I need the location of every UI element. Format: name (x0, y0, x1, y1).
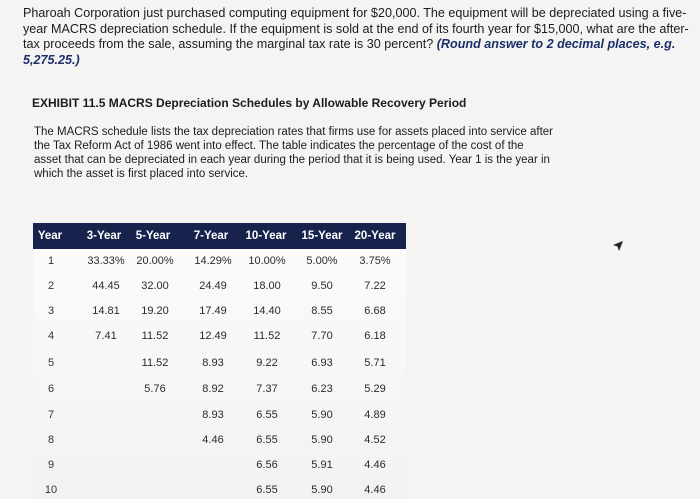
cell-20-year-row-4: 6.18 (364, 330, 386, 342)
cell-15-year-row-10: 5.90 (311, 484, 333, 496)
exhibit-description: The MACRS schedule lists the tax depreciation rates that firms use for assets placed into service after the Tax Reform Act of 1986 went into effect. The table indicates the percentage of the cost of the asset that can be depreciated in each year during the period that it is being used. Year 1 is the year in which the asset is first placed into service. (34, 126, 554, 180)
question-text (23, 6, 695, 68)
cell-15-year-row-5: 6.93 (311, 357, 333, 369)
cell-10-year-row-8: 6.55 (256, 434, 278, 446)
cell-20-year-row-8: 4.52 (364, 434, 386, 446)
cell-3-year-row-2: 44.45 (92, 280, 120, 292)
cell-15-year-row-8: 5.90 (311, 434, 333, 446)
header-20-year: 20-Year (354, 230, 396, 242)
header-15-year: 15-Year (301, 230, 343, 242)
cell-15-year-row-9: 5.91 (311, 459, 333, 471)
cursor-arrow-icon (611, 239, 625, 253)
macrs-table (33, 223, 406, 497)
cell-3-year-row-4: 7.41 (95, 330, 117, 342)
header-7-year: 7-Year (193, 230, 229, 242)
cell-20-year-row-1: 3.75% (359, 255, 391, 267)
cell-20-year-row-7: 4.89 (364, 409, 386, 421)
cell-15-year-row-6: 6.23 (311, 383, 333, 395)
cell-15-year-row-4: 7.70 (311, 330, 333, 342)
cell-15-year-row-2: 9.50 (311, 280, 333, 292)
cell-year-row-5: 5 (47, 357, 55, 369)
cell-5-year-row-2: 32.00 (141, 280, 169, 292)
cell-year-row-1: 1 (47, 255, 55, 267)
cell-year-row-9: 9 (47, 459, 55, 471)
cell-5-year-row-5: 11.52 (141, 357, 169, 369)
cell-7-year-row-6: 8.92 (202, 383, 224, 395)
cell-10-year-row-10: 6.55 (256, 484, 278, 496)
cell-year-row-8: 8 (47, 434, 55, 446)
exhibit-title: EXHIBIT 11.5 MACRS Depreciation Schedules by Allowable Recovery Period (32, 96, 467, 110)
cell-5-year-row-6: 5.76 (144, 383, 166, 395)
cell-20-year-row-6: 5.29 (364, 383, 386, 395)
cell-10-year-row-7: 6.55 (256, 409, 278, 421)
cell-7-year-row-4: 12.49 (199, 330, 227, 342)
rounding-note: (Round answer to 2 decimal places, e.g. 5,275.25.) (23, 37, 676, 67)
cell-15-year-row-3: 8.55 (311, 305, 333, 317)
header-year: Year (37, 230, 63, 242)
cell-10-year-row-6: 7.37 (256, 383, 278, 395)
cell-10-year-row-3: 14.40 (253, 305, 281, 317)
cell-15-year-row-1: 5.00% (306, 255, 338, 267)
cell-5-year-row-4: 11.52 (141, 330, 169, 342)
question-body: Pharoah Corporation just purchased computing equipment for $20,000. The equipment will be depreciated using a five-year MACRS depreciation schedule. If the equipment is sold at the end of its fourth year for $15,000, what are the after-tax proceeds from the sale, assuming the marginal tax rate is 30 percent? (23, 6, 689, 52)
table-header (33, 223, 406, 249)
cell-7-year-row-3: 17.49 (199, 305, 227, 317)
cell-7-year-row-7: 8.93 (202, 409, 224, 421)
cell-20-year-row-5: 5.71 (364, 357, 386, 369)
cell-15-year-row-7: 5.90 (311, 409, 333, 421)
cell-10-year-row-1: 10.00% (248, 255, 286, 267)
cell-20-year-row-2: 7.22 (364, 280, 386, 292)
cell-20-year-row-9: 4.46 (364, 459, 386, 471)
cell-year-row-7: 7 (47, 409, 55, 421)
cell-5-year-row-3: 19.20 (141, 305, 169, 317)
cell-10-year-row-5: 9.22 (256, 357, 278, 369)
cell-year-row-2: 2 (47, 280, 55, 292)
header-3-year: 3-Year (86, 230, 122, 242)
cell-10-year-row-4: 11.52 (253, 330, 281, 342)
cell-20-year-row-3: 6.68 (364, 305, 386, 317)
cell-5-year-row-1: 20.00% (136, 255, 174, 267)
cell-year-row-4: 4 (47, 330, 55, 342)
cell-7-year-row-2: 24.49 (199, 280, 227, 292)
cell-year-row-3: 3 (47, 305, 55, 317)
cell-3-year-row-1: 33.33% (87, 255, 125, 267)
table-body (33, 249, 406, 499)
cell-20-year-row-10: 4.46 (364, 484, 386, 496)
cell-year-row-6: 6 (47, 383, 55, 395)
header-10-year: 10-Year (245, 230, 287, 242)
cell-7-year-row-5: 8.93 (202, 357, 224, 369)
cell-year-row-10: 10 (44, 484, 58, 496)
header-5-year: 5-Year (135, 230, 171, 242)
cell-7-year-row-8: 4.46 (202, 434, 224, 446)
cell-3-year-row-3: 14.81 (92, 305, 120, 317)
cell-10-year-row-2: 18.00 (253, 280, 281, 292)
cell-7-year-row-1: 14.29% (194, 255, 232, 267)
cell-10-year-row-9: 6.56 (256, 459, 278, 471)
